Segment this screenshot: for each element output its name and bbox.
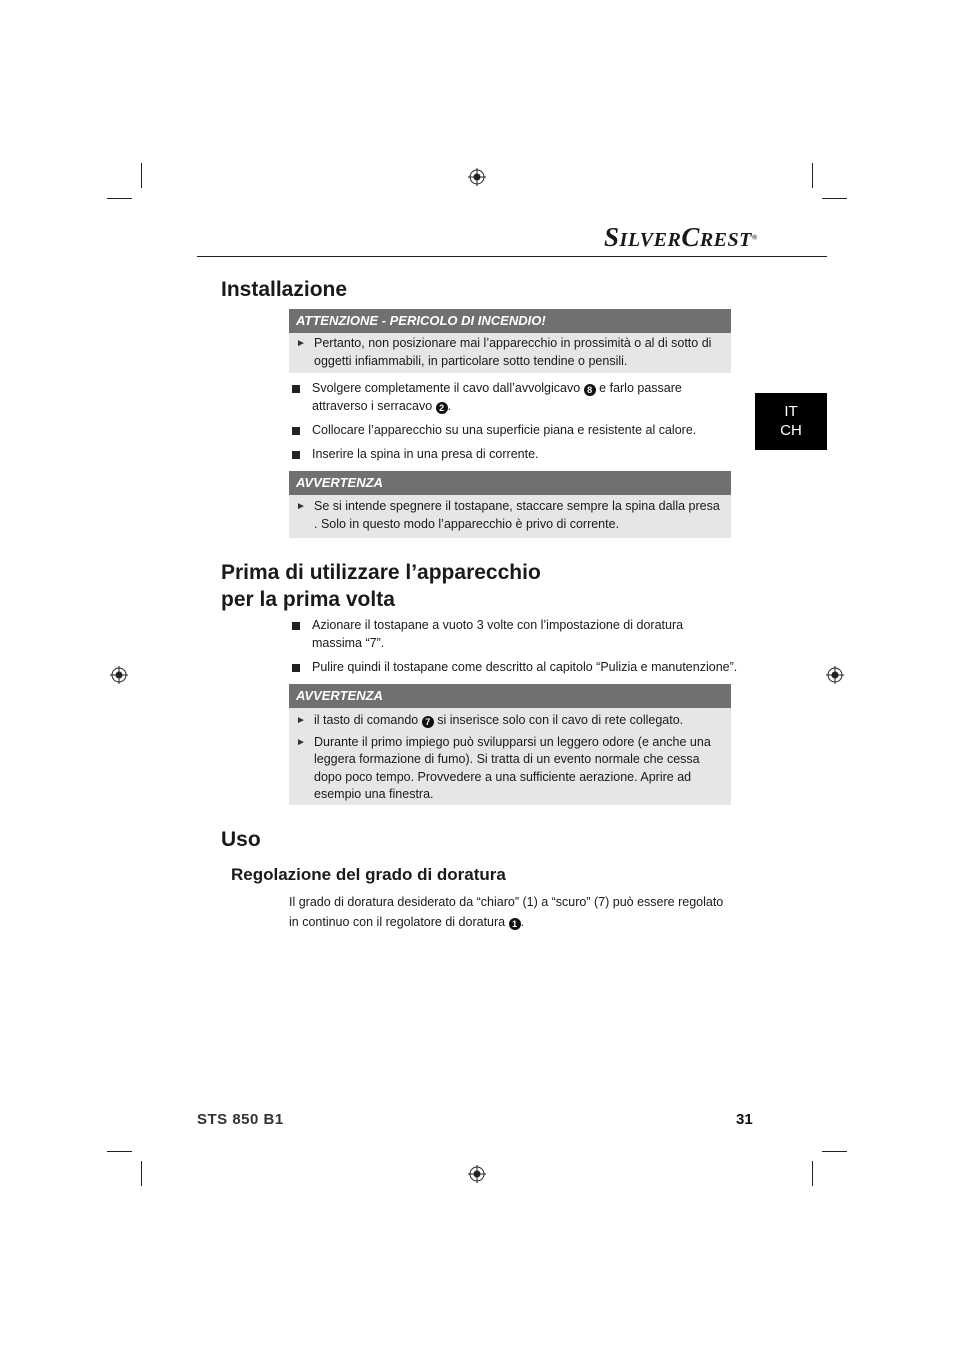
note-box: [289, 684, 731, 805]
crop-mark: [141, 1161, 142, 1186]
header-divider: [197, 256, 827, 257]
number-1-icon: 1: [509, 918, 521, 930]
section-title-installazione: Installazione: [221, 278, 348, 301]
square-bullet-icon: [292, 622, 300, 630]
note-heading: AVVERTENZA: [289, 684, 731, 708]
step-item: Pulire quindi il tostapane come descritto al capitolo “Pulizia e manutenzione”.: [289, 659, 739, 677]
note-heading: AVVERTENZA: [289, 471, 731, 495]
registration-mark-icon: [468, 168, 486, 186]
crop-mark: [107, 1151, 132, 1152]
brand-logo: SILVERCREST®: [604, 222, 758, 252]
registration-mark-icon: [110, 666, 128, 684]
step-item: Collocare l’apparecchio su una superficie piana e resistente al calore.: [289, 422, 734, 440]
warning-item: ► Pertanto, non posizionare mai l’apparecchio in prossimità o al di sotto di oggetti infiammabili, in particolare sotto tendine o pensili.: [296, 336, 712, 368]
note-item: ► Durante il primo impiego può svilupparsi un leggero odore (e anche una leggera formazione di fumo). Si tratta di un evento normale che cessa dopo poco tempo. Provvedere a una sufficiente aerazione. Aprire ad esempio una finestra.: [296, 734, 711, 801]
crop-mark: [822, 198, 847, 199]
footer-model: STS 850 B1: [197, 1111, 284, 1128]
number-7-icon: 7: [422, 716, 434, 728]
crop-mark: [812, 1161, 813, 1186]
step-item: Inserire la spina in una presa di corrente.: [289, 446, 734, 464]
language-tab: IT CH: [755, 393, 827, 450]
note-item: ► Se si intende spegnere il tostapane, staccare sempre la spina dalla presa . Solo in questo modo l’apparecchio è privo di corrente.: [296, 499, 720, 531]
registration-mark-icon: [826, 666, 844, 684]
step-item: Svolgere completamente il cavo dall’avvolgicavo 8 e farlo passare attraverso i serracavo 2 .: [289, 380, 734, 415]
square-bullet-icon: [292, 427, 300, 435]
section-title-prima-volta: Prima di utilizzare l’apparecchio per la prima volta: [221, 561, 541, 611]
crop-mark: [141, 163, 142, 188]
number-8-icon: 8: [584, 384, 596, 396]
section-title-uso: Uso: [221, 828, 261, 851]
note-item: ► il tasto di comando 7 si inserisce solo con il cavo di rete collegato.: [289, 712, 731, 730]
arrow-right-icon: ►: [296, 715, 306, 726]
arrow-right-icon: ►: [296, 338, 306, 349]
page-number: 31: [736, 1111, 753, 1128]
crop-mark: [107, 198, 132, 199]
crop-mark: [812, 163, 813, 188]
square-bullet-icon: [292, 385, 300, 393]
square-bullet-icon: [292, 664, 300, 672]
square-bullet-icon: [292, 451, 300, 459]
warning-heading: ATTENZIONE - PERICOLO DI INCENDIO!: [289, 309, 731, 333]
registration-mark-icon: [468, 1165, 486, 1183]
arrow-right-icon: ►: [296, 736, 306, 748]
step-item: Azionare il tostapane a vuoto 3 volte con l’impostazione di doratura massima “7”.: [289, 617, 734, 652]
number-2-icon: 2: [436, 402, 448, 414]
warning-box-fire: [289, 309, 731, 373]
crop-mark: [822, 1151, 847, 1152]
note-box: [289, 471, 731, 538]
body-paragraph: Il grado di doratura desiderato da “chiaro” (1) a “scuro” (7) può essere regolato in continuo con il regolatore di doratura 1 .: [289, 895, 724, 929]
arrow-right-icon: ►: [296, 501, 306, 512]
subsection-title-doratura: Regolazione del grado di doratura: [231, 865, 506, 884]
